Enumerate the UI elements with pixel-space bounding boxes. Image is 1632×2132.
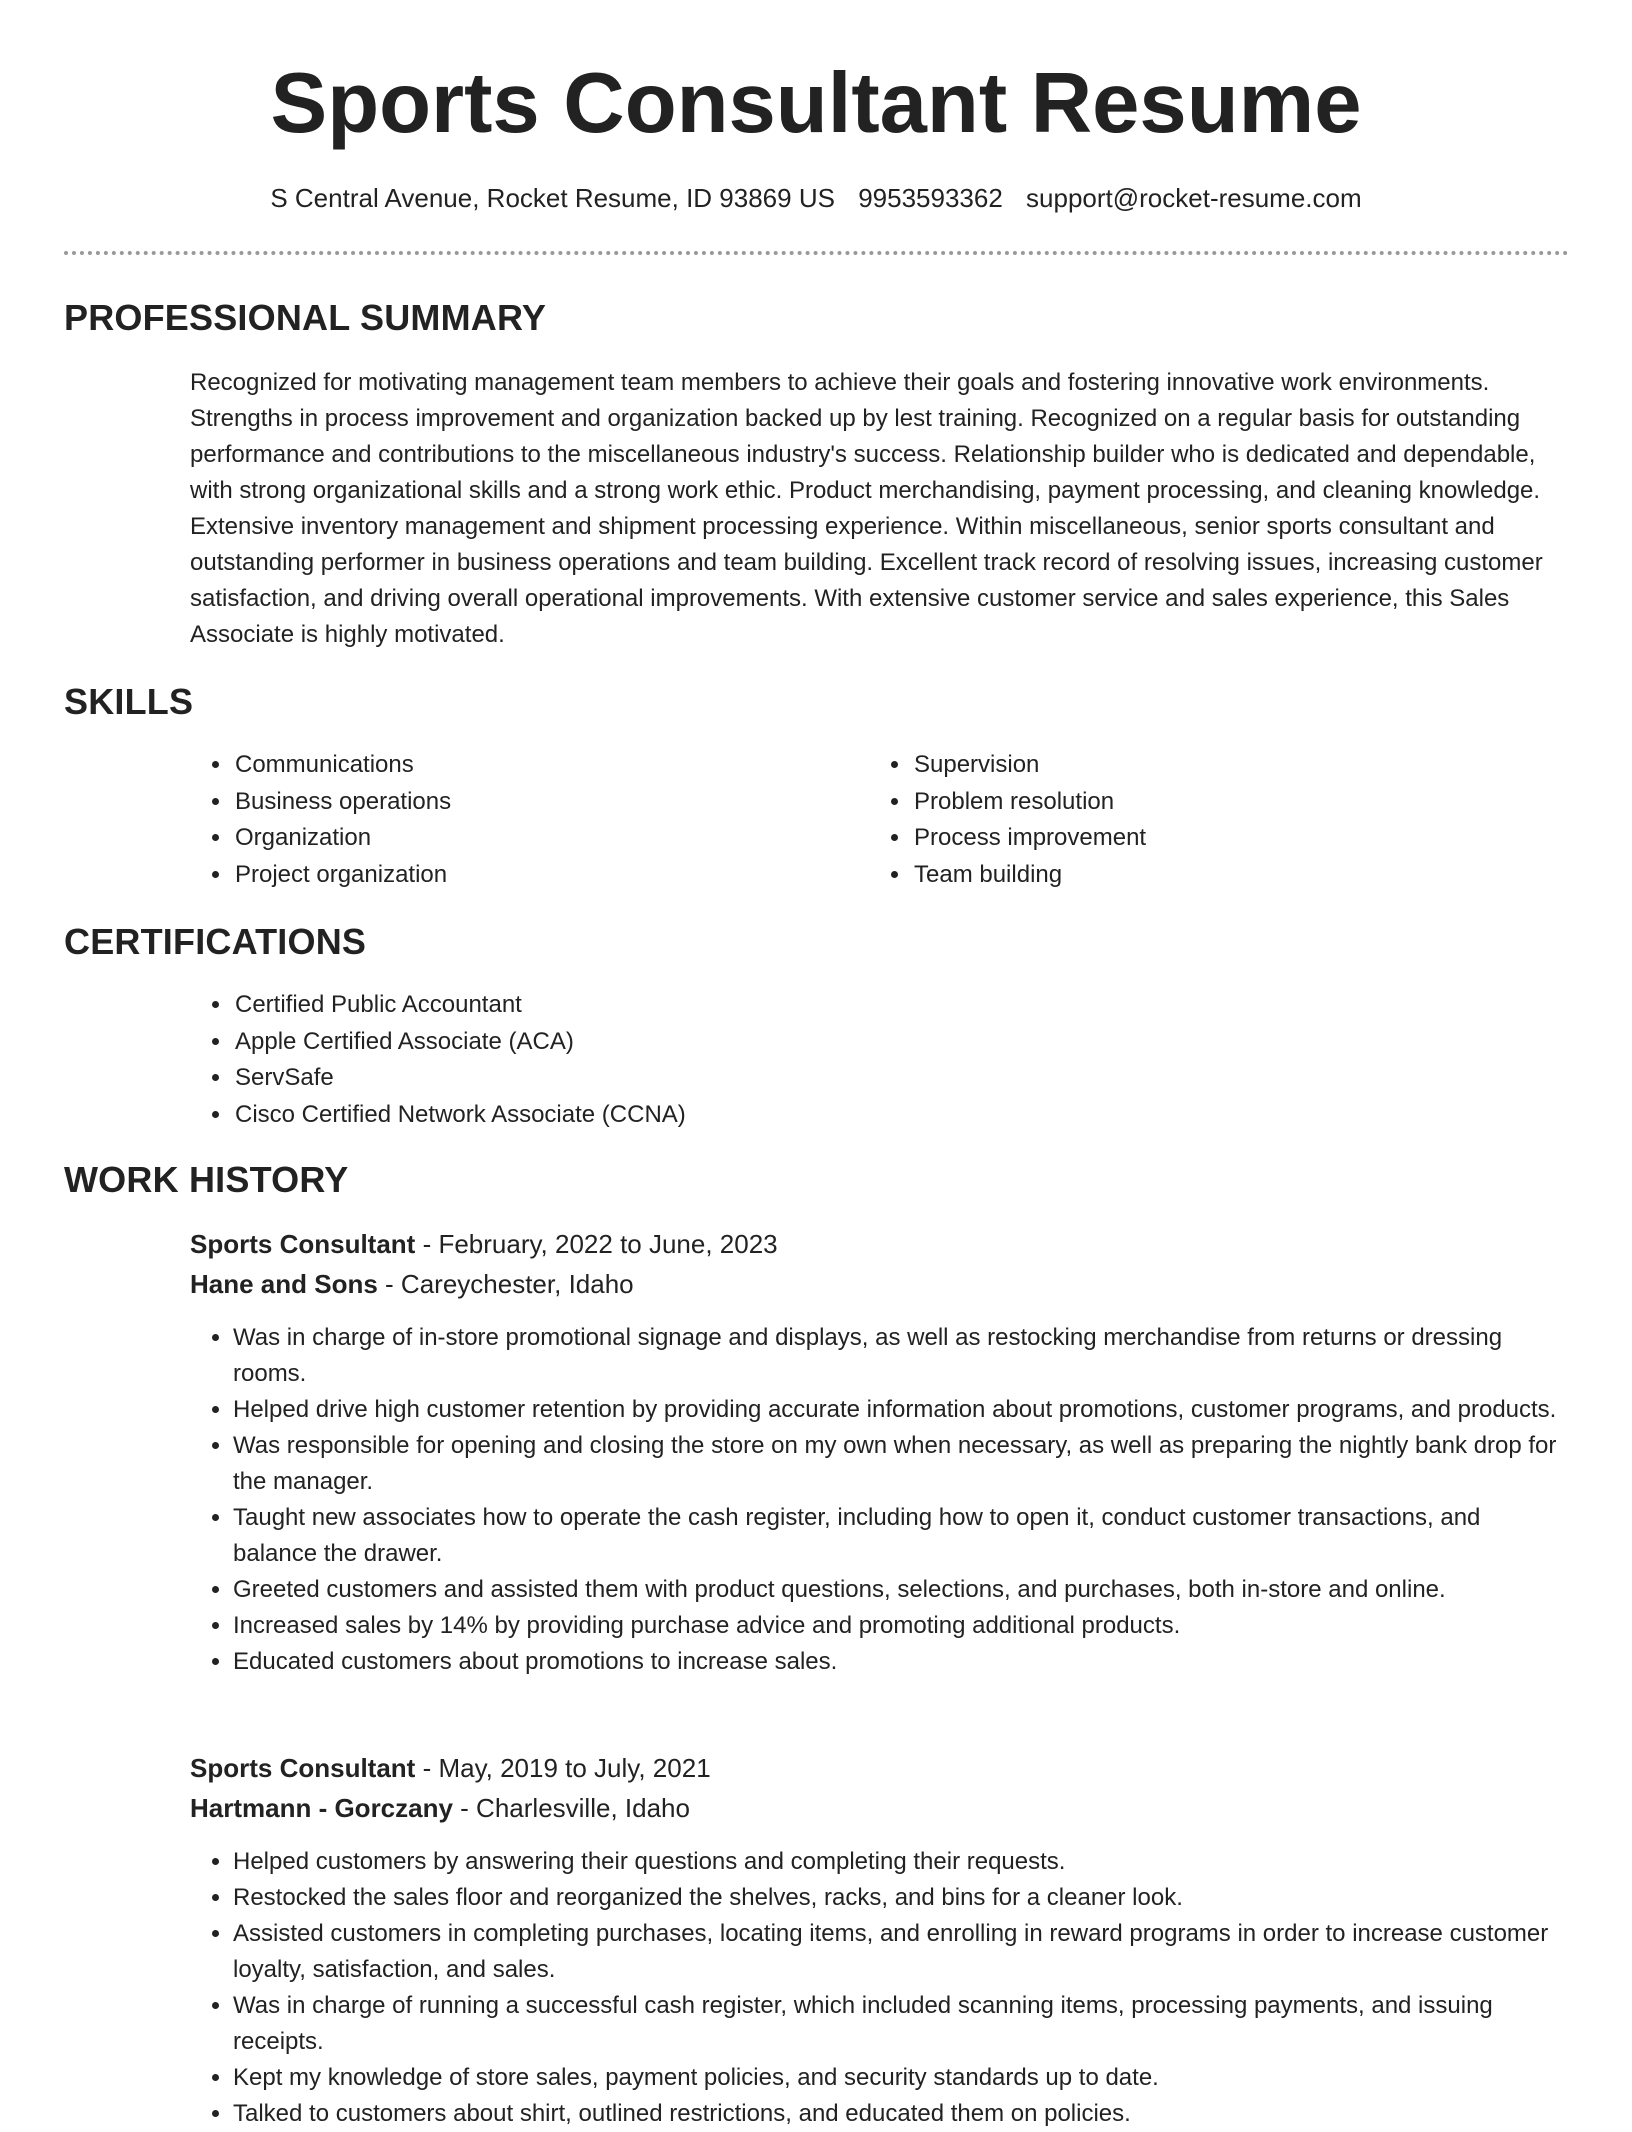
list-item: • Cisco Certified Network Associate (CCNA)	[233, 1097, 1233, 1134]
contact-info	[0, 180, 1632, 216]
list-item: • Process improvement	[912, 820, 1512, 857]
list-item: • Business operations	[233, 784, 833, 821]
header-divider	[64, 251, 1569, 255]
skills-heading: SKILLS	[64, 681, 194, 722]
list-item: • Helped customers by answering their questions and completing their requests.	[233, 1844, 1570, 1880]
list-item: • Greeted customers and assisted them with product questions, selections, and purchases, both in-store and online.	[233, 1572, 1570, 1608]
job-location: - Charlesville, Idaho	[452, 1793, 690, 1823]
page-title: Sports Consultant Resume	[270, 56, 1362, 151]
job-company: Hane and Sons	[190, 1269, 378, 1299]
list-item: • Problem resolution	[912, 784, 1512, 821]
job-title: Sports Consultant	[190, 1753, 416, 1783]
skills-list-left	[190, 747, 833, 893]
certifications-list	[190, 987, 1233, 1133]
skills-list-right	[869, 747, 1512, 893]
certifications-heading: CERTIFICATIONS	[64, 921, 367, 962]
list-item: • Certified Public Accountant	[233, 987, 1233, 1024]
list-item: • ServSafe	[233, 1060, 1233, 1097]
list-item: • Communications	[233, 747, 833, 784]
job-company-line	[190, 1788, 690, 1828]
summary-text: Recognized for motivating management team members to achieve their goals and fostering innovative work environments. Strengths in process improvement and organization backed up by lest training. Recognized on a regular basis for outstanding performance and contributions to the miscellaneous industry's success. Relationship builder who is dedicated and dependable, with strong organizational skills and a strong work ethic. Product merchandising, payment processing, and cleaning knowledge. Extensive inventory management and shipment processing experience. Within miscellaneous, senior sports consultant and outstanding performer in business operations and team building. Excellent track record of resolving issues, increasing customer satisfaction, and driving overall operational improvements. With extensive customer service and sales experience, this Sales Associate is highly motivated.	[190, 369, 1543, 648]
list-item: • Was in charge of running a successful cash register, which included scanning items, processing payments, and issuing receipts.	[233, 1988, 1570, 2060]
list-item: • Helped drive high customer retention by providing accurate information about promotions, customer programs, and products.	[233, 1392, 1570, 1428]
job-company: Hartmann - Gorczany	[190, 1793, 453, 1823]
list-item: • Assisted customers in completing purchases, locating items, and enrolling in reward programs in order to increase customer loyalty, satisfaction, and sales.	[233, 1916, 1570, 1988]
job-dates: - May, 2019 to July, 2021	[415, 1753, 711, 1783]
list-item: • Kept my knowledge of store sales, payment policies, and security standards up to date.	[233, 2060, 1570, 2096]
list-item: • Was responsible for opening and closing the store on my own when necessary, as well as preparing the nightly bank drop for the manager.	[233, 1428, 1570, 1500]
contact-address: S Central Avenue, Rocket Resume, ID 93869 US	[270, 183, 835, 213]
job-duties-list	[190, 1320, 1570, 1680]
list-item: • Apple Certified Associate (ACA)	[233, 1024, 1233, 1061]
list-item: • Increased sales by 14% by providing purchase advice and promoting additional products.	[233, 1608, 1570, 1644]
summary-heading: PROFESSIONAL SUMMARY	[64, 297, 547, 338]
job-duties-list	[190, 1844, 1570, 2132]
list-item: • Restocked the sales floor and reorganized the shelves, racks, and bins for a cleaner look.	[233, 1880, 1570, 1916]
list-item: • Supervision	[912, 747, 1512, 784]
job-title: Sports Consultant	[190, 1229, 416, 1259]
job-title-line	[190, 1224, 778, 1264]
list-item: • Talked to customers about shirt, outlined restrictions, and educated them on policies.	[233, 2096, 1570, 2132]
job-company-line	[190, 1264, 634, 1304]
job-location: - Careychester, Idaho	[377, 1269, 634, 1299]
list-item: • Project organization	[233, 857, 833, 894]
list-item: • Taught new associates how to operate the cash register, including how to open it, conduct customer transactions, and balance the drawer.	[233, 1500, 1570, 1572]
work-history-heading: WORK HISTORY	[64, 1159, 349, 1200]
job-dates: - February, 2022 to June, 2023	[415, 1229, 778, 1259]
list-item: • Organization	[233, 820, 833, 857]
job-title-line	[190, 1748, 711, 1788]
list-item: • Was in charge of in-store promotional signage and displays, as well as restocking merchandise from returns or dressing rooms.	[233, 1320, 1570, 1392]
list-item: • Team building	[912, 857, 1512, 894]
contact-phone: 9953593362	[858, 183, 1003, 213]
contact-email: support@rocket-resume.com	[1026, 183, 1362, 213]
list-item: • Educated customers about promotions to increase sales.	[233, 1644, 1570, 1680]
